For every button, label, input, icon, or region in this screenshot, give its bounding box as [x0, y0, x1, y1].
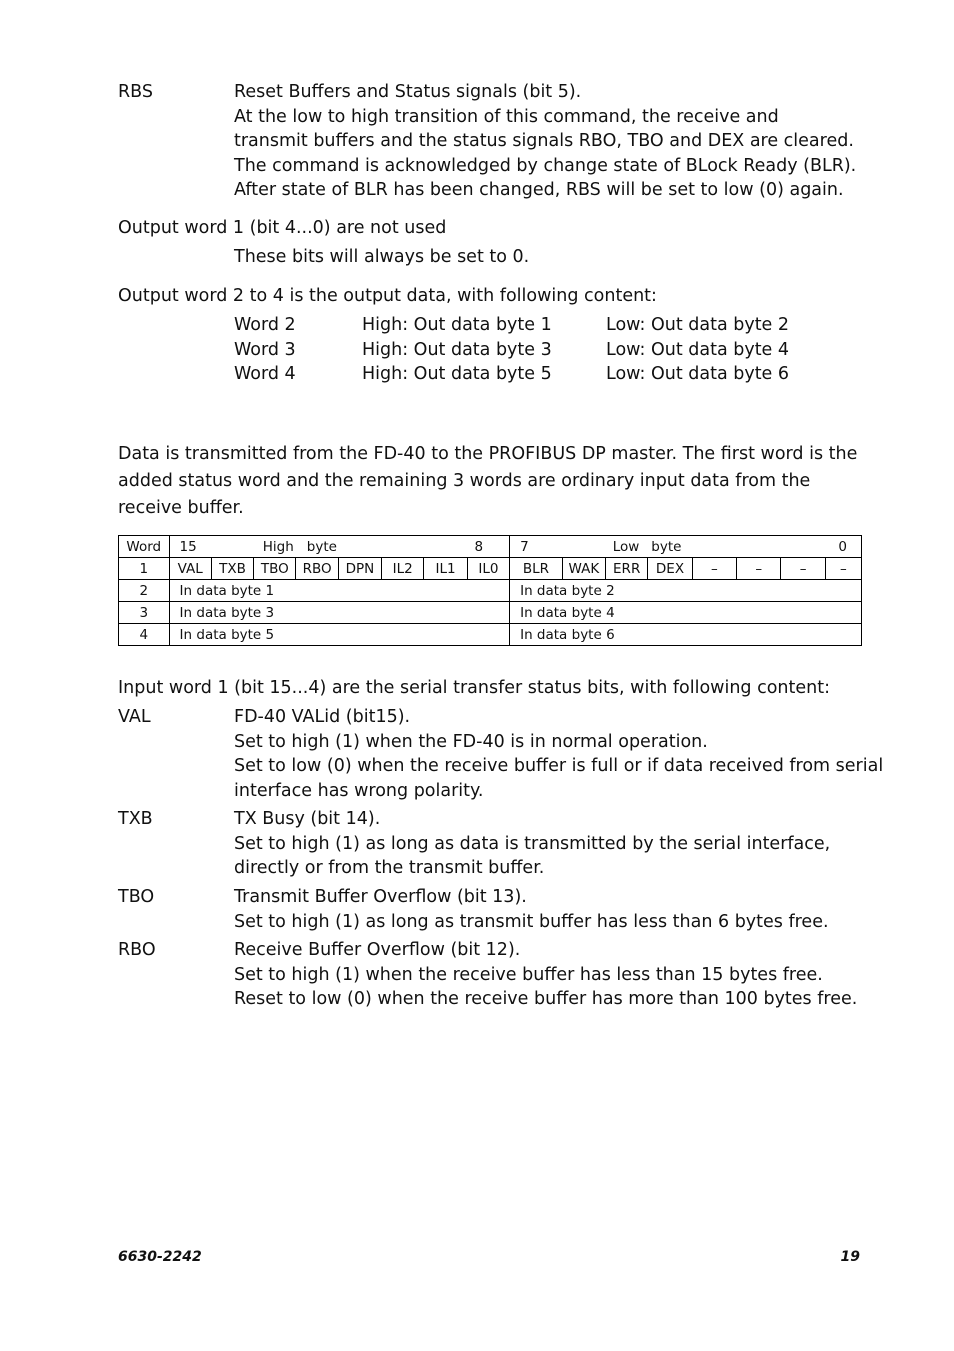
- input-data-table: [118, 535, 862, 646]
- header-high-byte-cell: [169, 536, 510, 558]
- header-low-byte: byte: [651, 538, 682, 555]
- definition-term-rbo: RBO: [118, 940, 156, 960]
- low-data-cell: In data byte 2: [510, 580, 862, 602]
- output-word1-heading: Output word 1 (bit 4...0) are not used: [118, 218, 447, 238]
- bit-cell: IL1: [424, 558, 467, 580]
- table-row: [119, 624, 862, 646]
- header-low-byte-cell: [510, 536, 862, 558]
- definition-line: Set to low (0) when the receive buffer is full or if data received from serial: [234, 756, 884, 776]
- header-word-cell: Word: [119, 536, 170, 558]
- bit-cell: TBO: [254, 558, 296, 580]
- header-high-label: High: [262, 538, 294, 555]
- bit-cell: TXB: [211, 558, 253, 580]
- definition-rbo: [234, 938, 857, 1012]
- header-low-end: 0: [838, 538, 847, 555]
- definition-tbo: [234, 885, 829, 934]
- output-word-low: Low: Out data byte 6: [606, 364, 790, 384]
- bit-cell: ERR: [606, 558, 648, 580]
- output-word-label: Word 3: [234, 340, 296, 360]
- table-header-row: [119, 536, 862, 558]
- high-data-cell: In data byte 3: [169, 602, 510, 624]
- output-words-heading: Output word 2 to 4 is the output data, with following content:: [118, 286, 657, 306]
- high-data-cell: In data byte 5: [169, 624, 510, 646]
- header-high-end: 8: [474, 538, 484, 555]
- rbs-line: transmit buffers and the status signals RBO, TBO and DEX are cleared.: [234, 131, 854, 151]
- output-word-high: High: Out data byte 5: [362, 364, 552, 384]
- bit-cell: IL0: [467, 558, 509, 580]
- table-row: [119, 580, 862, 602]
- definition-term-tbo: TBO: [118, 887, 155, 907]
- input-word1-heading: Input word 1 (bit 15...4) are the serial transfer status bits, with following content:: [118, 678, 830, 698]
- word-number-cell: 2: [119, 580, 170, 602]
- output-word-low: Low: Out data byte 4: [606, 340, 790, 360]
- definition-txb: [234, 807, 830, 881]
- word-number-cell: 3: [119, 602, 170, 624]
- word-number-cell: 4: [119, 624, 170, 646]
- definition-line: TX Busy (bit 14).: [234, 809, 381, 829]
- word-number-cell: 1: [119, 558, 170, 580]
- bit-cell: –: [692, 558, 736, 580]
- bit-cell: IL2: [382, 558, 424, 580]
- definition-line: Transmit Buffer Overflow (bit 13).: [234, 887, 527, 907]
- low-data-cell: In data byte 4: [510, 602, 862, 624]
- bit-cell: DEX: [648, 558, 692, 580]
- definition-line: Set to high (1) when the receive buffer has less than 15 bytes free.: [234, 964, 823, 985]
- output-word-high: High: Out data byte 1: [362, 315, 552, 335]
- definition-term-val: VAL: [118, 707, 151, 727]
- bit-cell: DPN: [338, 558, 381, 580]
- output-word-label: Word 2: [234, 315, 296, 335]
- footer-page-number: 19: [840, 1249, 860, 1265]
- rbs-line: At the low to high transition of this command, the receive and: [234, 106, 779, 127]
- bit-cell: VAL: [169, 558, 211, 580]
- definition-line: directly or from the transmit buffer.: [234, 858, 545, 878]
- table-row: [119, 558, 862, 580]
- rbs-term: RBS: [118, 82, 153, 102]
- table-row: [119, 602, 862, 624]
- rbs-line: Reset Buffers and Status signals (bit 5).: [234, 82, 582, 102]
- high-data-cell: In data byte 1: [169, 580, 510, 602]
- definition-term-txb: TXB: [118, 809, 153, 829]
- definition-val: [234, 705, 883, 803]
- header-high-start: 15: [179, 538, 197, 555]
- rbs-line: After state of BLR has been changed, RBS will be set to low (0) again.: [234, 180, 844, 200]
- definition-line: Set to high (1) as long as transmit buffer has less than 6 bytes free.: [234, 911, 829, 932]
- bit-cell: RBO: [296, 558, 338, 580]
- definition-line: Set to high (1) as long as data is transmitted by the serial interface,: [234, 833, 831, 854]
- header-high-byte: byte: [306, 538, 337, 555]
- header-low-label: Low: [612, 538, 640, 555]
- bit-cell: –: [737, 558, 781, 580]
- low-data-cell: In data byte 6: [510, 624, 862, 646]
- definition-line: Receive Buffer Overflow (bit 12).: [234, 940, 521, 960]
- output-word-high: High: Out data byte 3: [362, 340, 552, 360]
- output-word-low: Low: Out data byte 2: [606, 315, 790, 335]
- bit-cell: WAK: [562, 558, 605, 580]
- bit-cell: –: [781, 558, 825, 580]
- definition-line: Set to high (1) when the FD-40 is in normal operation.: [234, 731, 708, 752]
- definition-line: interface has wrong polarity.: [234, 780, 484, 801]
- input-intro-paragraph: Data is transmitted from the FD-40 to the PROFIBUS DP master. The first word is the added status word and the remaining 3 words are ordinary input data from the receive buffer.: [118, 444, 858, 518]
- definition-line: Reset to low (0) when the receive buffer has more than 100 bytes free.: [234, 989, 858, 1009]
- bit-cell: BLR: [510, 558, 563, 580]
- output-word1-note: These bits will always be set to 0.: [234, 247, 530, 267]
- footer-doc-number: 6630-2242: [118, 1249, 202, 1265]
- bit-cell: –: [825, 558, 861, 580]
- rbs-definition: [234, 80, 856, 203]
- definition-line: FD-40 VALid (bit15).: [234, 707, 411, 727]
- output-word-label: Word 4: [234, 364, 296, 384]
- header-low-start: 7: [520, 538, 529, 555]
- rbs-line: The command is acknowledged by change state of BLock Ready (BLR).: [234, 155, 857, 176]
